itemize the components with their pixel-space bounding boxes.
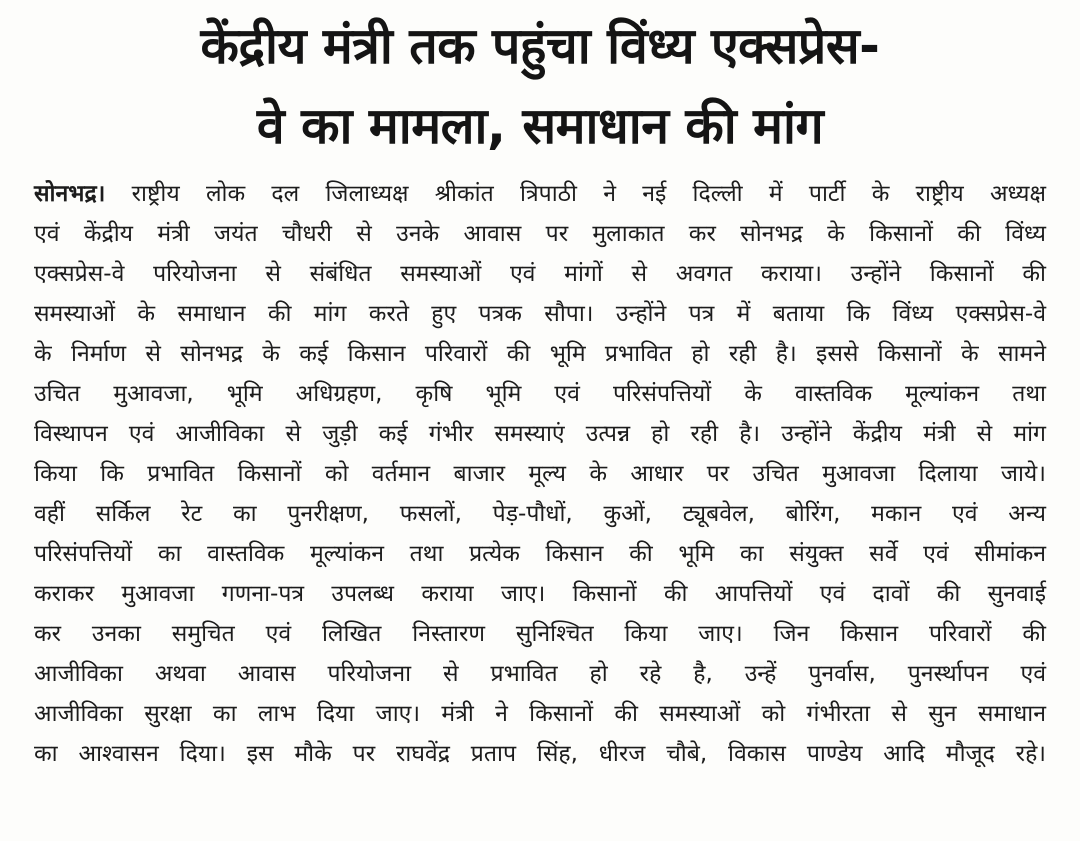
headline-line-2: वे का मामला, समाधान की मांग — [256, 97, 824, 155]
body-line-5: के निर्माण से सोनभद्र के कई किसान परिवारों की भूमि प्रभावित हो रही है। इससे किसानों के सामने — [34, 341, 1046, 367]
body-line-3: एक्सप्रेस-वे परियोजना से संबंधित समस्याओं एवं मांगों से अवगत कराया। उन्होंने किसानों की — [34, 261, 1046, 287]
body-line-2: एवं केंद्रीय मंत्री जयंत चौधरी से उनके आवास पर मुलाकात कर सोनभद्र के किसानों की विंध्य — [34, 221, 1046, 247]
body-line-4: समस्याओं के समाधान की मांग करते हुए पत्रक सौपा। उन्होंने पत्र में बताया कि विंध्य एक्सप्रेस-वे — [34, 301, 1046, 327]
dateline: सोनभद्र। — [34, 181, 106, 207]
body-line-1 — [34, 174, 1046, 214]
body-line-10: परिसंपत्तियों का वास्तविक मूल्यांकन तथा प्रत्येक किसान की भूमि का संयुक्त सर्वे एवं सीमांकन — [34, 541, 1046, 567]
body-line-7: विस्थापन एवं आजीविका से जुड़ी कई गंभीर समस्याएं उत्पन्न हो रही है। उन्होंने केंद्रीय मंत्री से मांग — [34, 421, 1046, 447]
first-line-text: राष्ट्रीय लोक दल जिलाध्यक्ष श्रीकांत त्रिपाठी ने नई दिल्ली में पार्टी के राष्ट्रीय अध्यक्ष — [105, 181, 1046, 207]
body-line-8: किया कि प्रभावित किसानों को वर्तमान बाजार मूल्य के आधार पर उचित मुआवजा दिलाया जाये। — [34, 461, 1046, 487]
body-line-13: आजीविका अथवा आवास परियोजना से प्रभावित हो रहे है, उन्हें पुनर्वास, पुनर्स्थापन एवं — [34, 661, 1046, 687]
headline-line-1: केंद्रीय मंत्री तक पहुंचा विंध्य एक्सप्रेस- — [200, 17, 880, 75]
body-line-6: उचित मुआवजा, भूमि अधिग्रहण, कृषि भूमि एवं परिसंपत्तियों के वास्तविक मूल्यांकन तथा — [34, 381, 1046, 407]
body-line-11: कराकर मुआवजा गणना-पत्र उपलब्ध कराया जाए। किसानों की आपत्तियों एवं दावों की सुनवाई — [34, 581, 1046, 607]
body-line-15: का आश्वासन दिया। इस मौके पर राघवेंद्र प्रताप सिंह, धीरज चौबे, विकास पाण्डेय आदि मौजूद रहे। — [34, 741, 1046, 767]
article-body — [34, 174, 1046, 774]
headline — [34, 6, 1046, 166]
body-line-12: कर उनका समुचित एवं लिखित निस्तारण सुनिश्चित किया जाए। जिन किसान परिवारों की — [34, 621, 1046, 647]
body-line-9: वहीं सर्किल रेट का पुनरीक्षण, फसलों, पेड़-पौधों, कुओं, ट्यूबवेल, बोरिंग, मकान एवं अन्य — [34, 501, 1046, 527]
body-line-14: आजीविका सुरक्षा का लाभ दिया जाए। मंत्री ने किसानों की समस्याओं को गंभीरता से सुन समाधान — [34, 701, 1046, 727]
